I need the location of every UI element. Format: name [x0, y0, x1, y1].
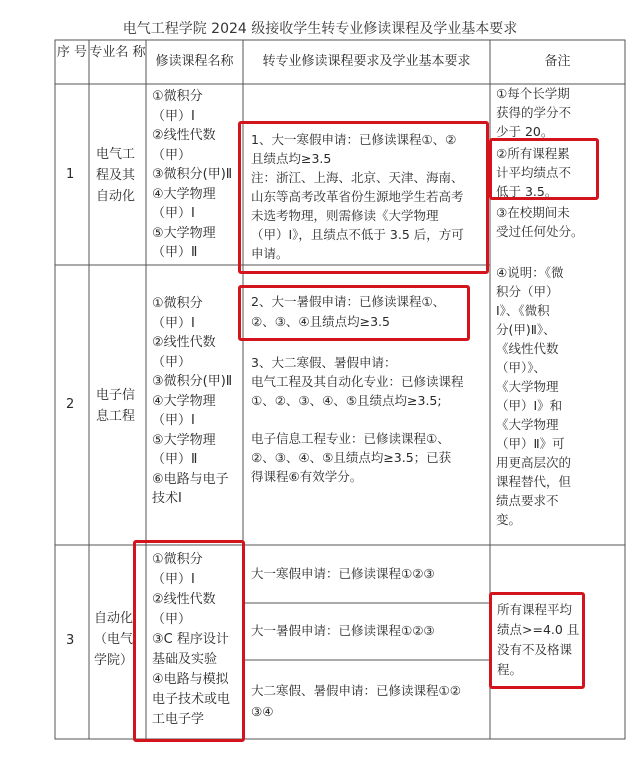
row3-requirement-winter: 大一寒假申请：已修读课程①②③: [251, 566, 435, 581]
row2-major: 电子信 息工程: [96, 388, 136, 424]
header-requirements: 转专业修读课程要求及学业基本要求: [262, 54, 471, 69]
header-notes: 备注: [544, 54, 571, 69]
row2-requirement-summer: 2、大一暑假申请：已修读课程①、 ②、③、④且绩点均≥3.5: [251, 294, 446, 329]
row3-note: 所有课程平均 绩点>=4.0 且 没有不及格课 程。: [497, 602, 580, 677]
row1-major: 电气工 程及其 自动化: [96, 147, 136, 204]
highlight-winter-requirement: [238, 121, 489, 274]
highlight-summer-requirement: [238, 285, 470, 341]
note-credits: ①每个长学期 获得的学分不 少于 20。: [496, 86, 572, 139]
header-no: 序 号: [56, 45, 88, 60]
row3-requirement-summer: 大一暑假申请：已修读课程①②③: [251, 623, 435, 638]
note-discipline: ③在校期间未 受过任何处分。: [496, 205, 584, 239]
note-gpa: ②所有课程累 计平均绩点不 低于 3.5。: [496, 146, 572, 199]
document-title: 电气工程学院 2024 级接收学生转专业修读课程及学业基本要求: [122, 21, 518, 37]
highlight-automation-note: [489, 592, 585, 689]
row1-courses: ①微积分 （甲）Ⅰ ②线性代数 （甲） ③微积分(甲)Ⅱ ④大学物理 （甲）Ⅰ ⑤大学物理 （甲）Ⅱ: [152, 89, 233, 260]
row1-number: 1: [66, 167, 75, 182]
row2-number: 2: [66, 397, 75, 412]
header-major: 专业名 称: [89, 45, 146, 60]
row3-requirement-second-year: 大二寒假、暑假申请：已修读课程①② ③④: [251, 683, 461, 719]
row3-major: 自动化 （电气 学院）: [94, 611, 134, 668]
note-substitution: ④说明：《微 积分（甲） Ⅰ》、《微积 分(甲)Ⅱ》、 《线性代数 （甲）》、 《大学物理 （甲）Ⅰ》和 《大学物理 （甲）Ⅱ》可 用更高层次的 课程替代，但 绩点要求不 变。: [496, 265, 572, 527]
row3-courses: ①微积分 （甲）Ⅰ ②线性代数 （甲） ③C 程序设计 基础及实验 ④电路与模拟 电子技术或电 工电子学: [152, 552, 231, 727]
row1-requirement: 1、大一寒假申请：已修读课程①、② 且绩点均≥3.5 注：浙江、上海、北京、天津、海南、 山东等高考改革省份生源地学生若高考 未选考物理，则需修读《大学物理 （甲）Ⅰ》，且绩点不低于 3.5 后，方可 申请。: [251, 132, 464, 261]
highlight-automation-courses: [133, 540, 245, 742]
highlight-gpa-note: [489, 138, 599, 200]
row3-number: 3: [66, 633, 75, 648]
row2-requirement-second-year: 3、大二寒假、暑假申请： 电气工程及其自动化专业：已修读课程 ①、②、③、④、⑤且绩点均≥3.5; 电子信息工程专业：已修读课程①、 ②、③、④、⑤且绩点均≥3.5；已获 得课程⑥有效学分。: [251, 355, 464, 484]
header-courses: 修读课程名称: [155, 54, 234, 69]
row2-courses: ①微积分 （甲）Ⅰ ②线性代数 （甲） ③微积分(甲)Ⅱ ④大学物理 （甲）Ⅰ ⑤大学物理 （甲）Ⅱ ⑥电路与电子 技术Ⅰ: [152, 296, 233, 506]
